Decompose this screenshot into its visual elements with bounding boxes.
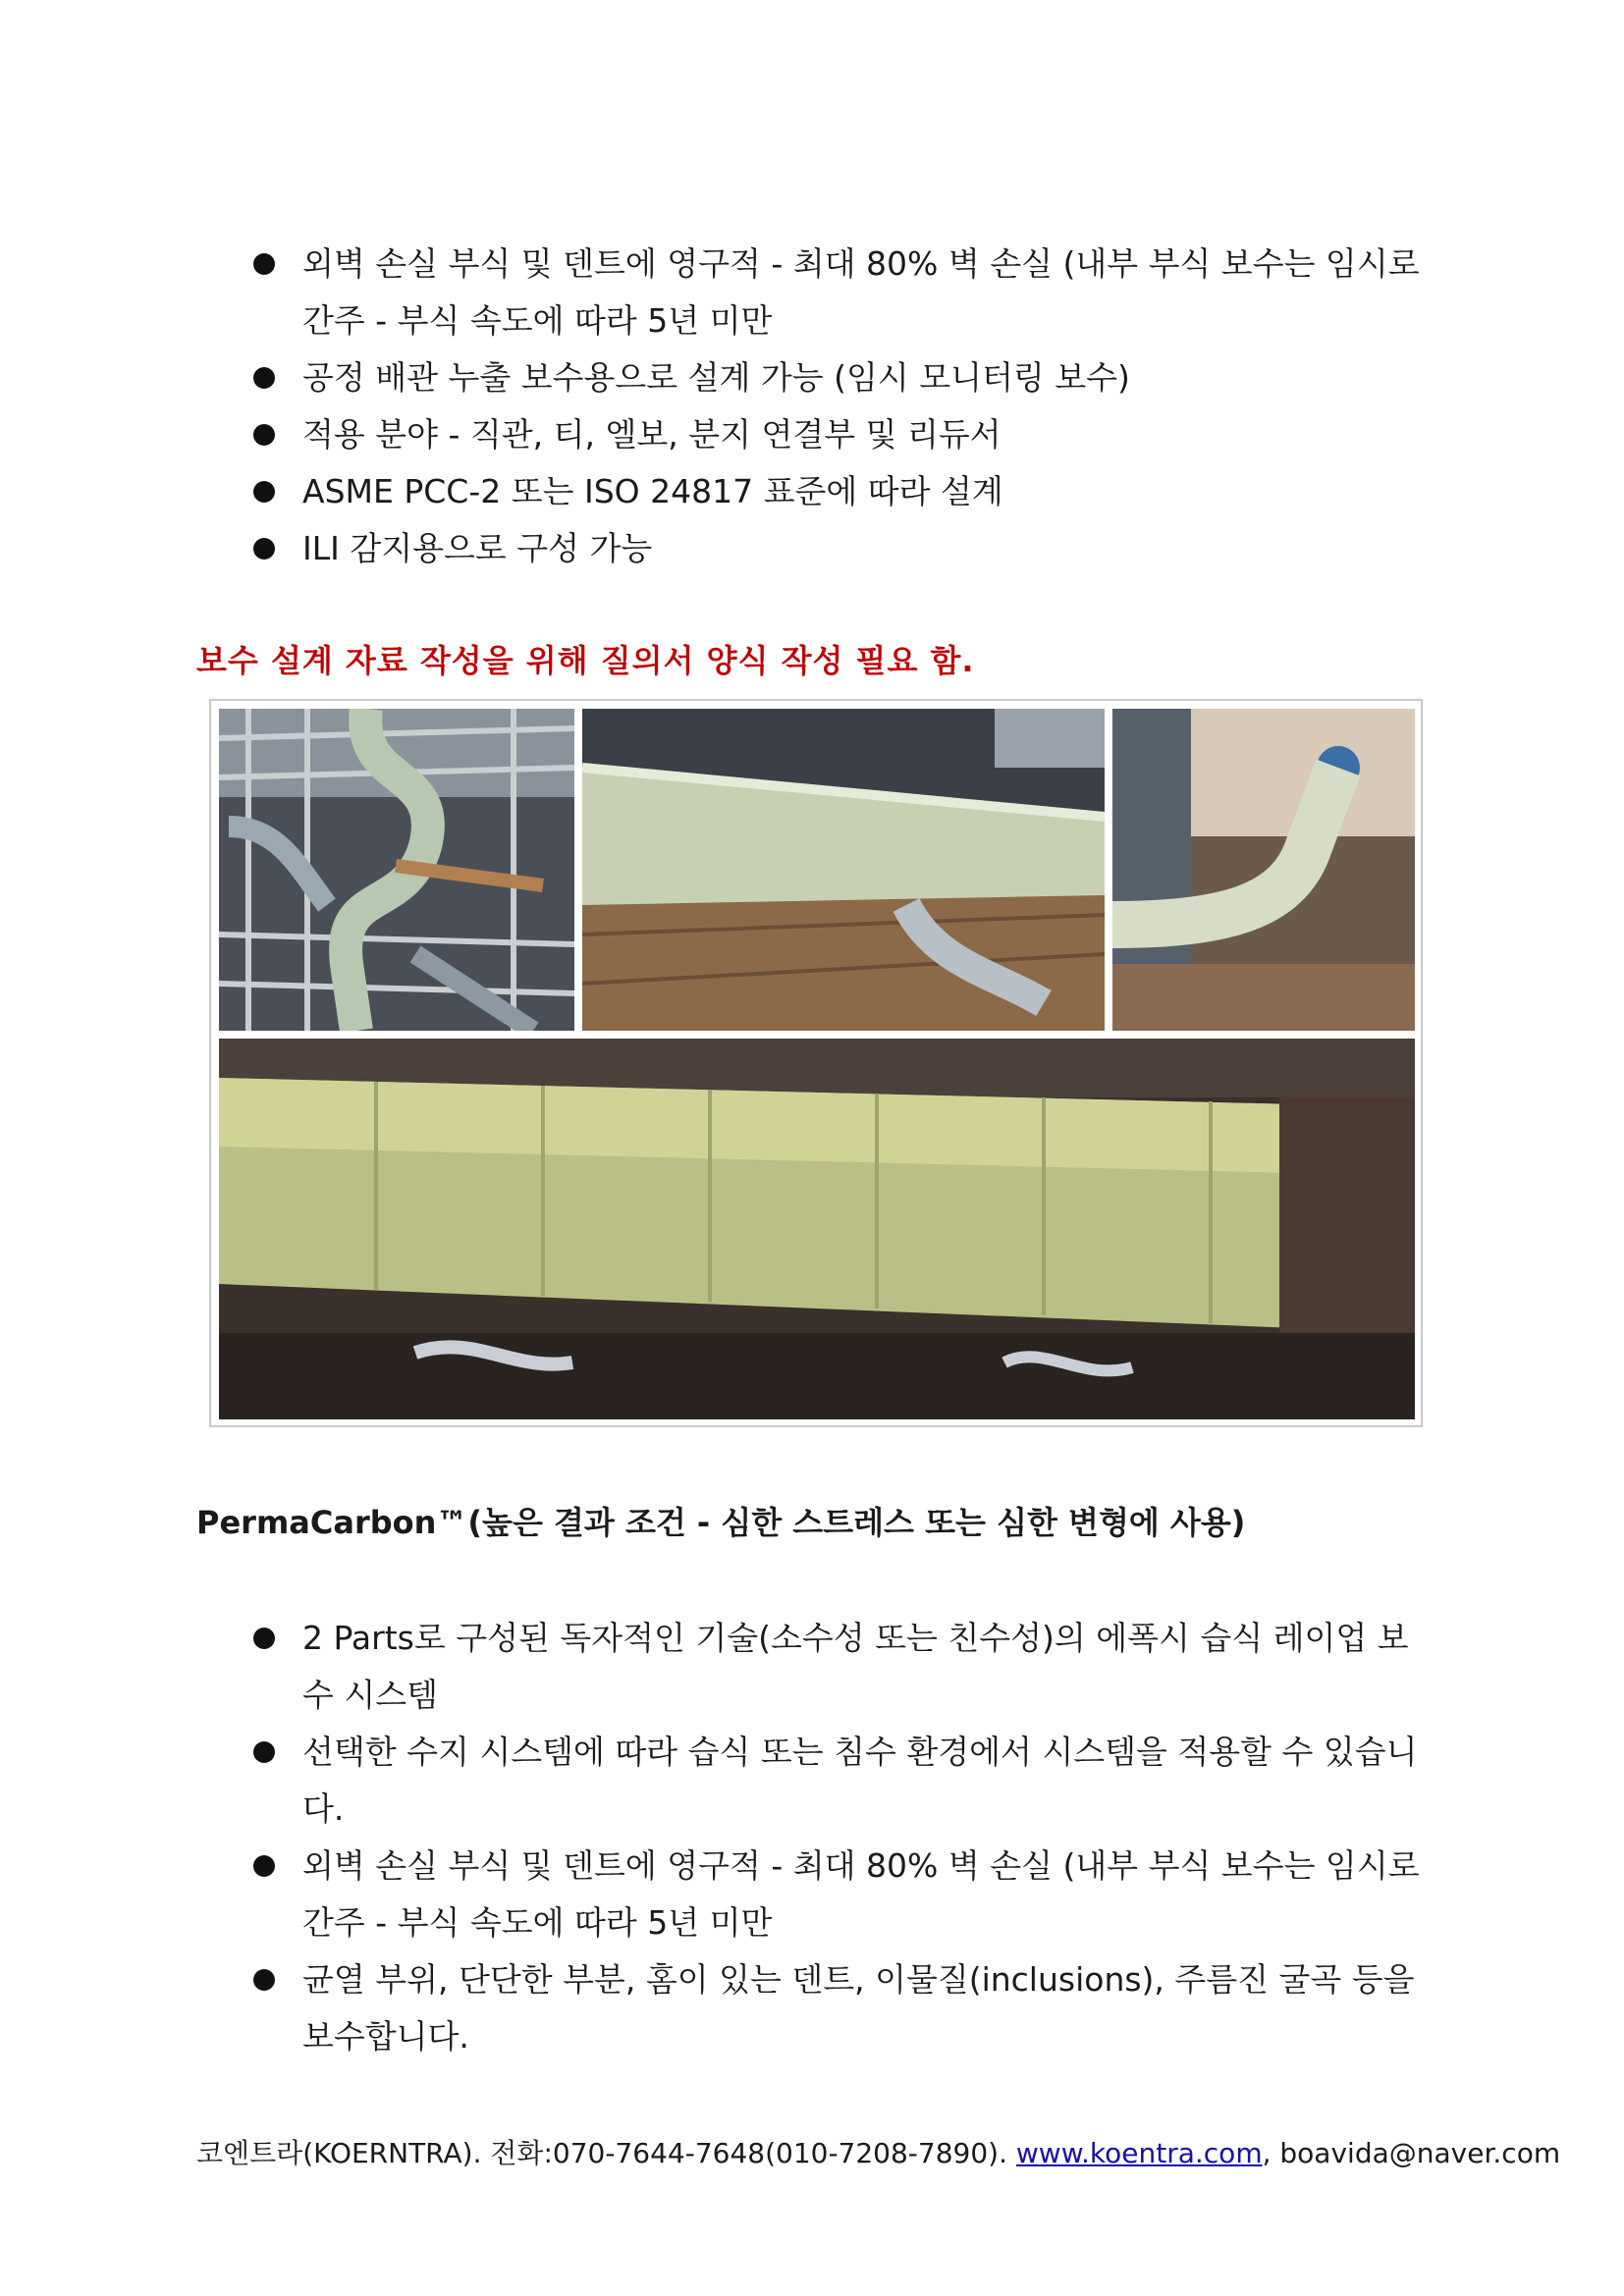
questionnaire-notice: 보수 설계 자료 작성을 위해 질의서 양식 작성 필요 함. xyxy=(196,642,975,679)
bullet-icon xyxy=(253,538,275,560)
footer-separator: , xyxy=(1262,2137,1280,2169)
bullet-icon xyxy=(253,1969,275,1991)
bullet-icon xyxy=(253,1855,275,1877)
bullet-icon xyxy=(253,253,275,275)
list-item: 외벽 손실 부식 및 덴트에 영구적 - 최대 80% 벽 손실 (내부 부식 보수는 임시로 간주 - 부식 속도에 따라 5년 미만 xyxy=(253,236,1432,349)
feature-list-2 xyxy=(253,1610,1432,2065)
feature-list-1 xyxy=(253,236,1432,577)
bullet-icon xyxy=(253,424,275,446)
repair-photo-collage xyxy=(209,699,1423,1427)
list-item: 공정 배관 누출 보수용으로 설계 가능 (임시 모니터링 보수) xyxy=(253,349,1432,406)
list-item: 외벽 손실 부식 및 덴트에 영구적 - 최대 80% 벽 손실 (내부 부식 보수는 임시로 간주 - 부식 속도에 따라 5년 미만 xyxy=(253,1838,1432,1951)
bullet-icon xyxy=(253,367,275,389)
website-link[interactable]: www.koentra.com xyxy=(1015,2137,1263,2169)
footer-email: boavida@naver.com xyxy=(1279,2137,1561,2169)
list-item: ILI 감지용으로 구성 가능 xyxy=(253,520,1432,577)
bullet-icon xyxy=(253,1741,275,1763)
list-item: 선택한 수지 시스템에 따라 습식 또는 침수 환경에서 시스템을 적용할 수 있습니다. xyxy=(253,1724,1432,1838)
list-item: ASME PCC-2 또는 ISO 24817 표준에 따라 설계 xyxy=(253,463,1432,520)
footer-company: 코엔트라(KOERNTRA). 전화:070-7644-7648(010-7208-7890). xyxy=(196,2137,1016,2169)
list-item: 균열 부위, 단단한 부분, 홈이 있는 덴트, 이물질(inclusions), 주름진 굴곡 등을 보수합니다. xyxy=(253,1951,1432,2065)
bullet-icon xyxy=(253,1628,275,1649)
permacarbon-heading: PermaCarbon™(높은 결과 조건 - 심한 스트레스 또는 심한 변형에 사용) xyxy=(196,1504,1246,1541)
bullet-icon xyxy=(253,481,275,503)
photo-wrapped-pipeline xyxy=(219,1039,1415,1419)
list-item: 2 Parts로 구성된 독자적인 기술(소수성 또는 친수성)의 에폭시 습식 레이업 보수 시스템 xyxy=(253,1610,1432,1724)
page-footer xyxy=(196,2132,1560,2171)
list-item: 적용 분야 - 직관, 티, 엘보, 분지 연결부 및 리듀서 xyxy=(253,406,1432,463)
photo-wrapped-straight-pipe xyxy=(582,709,1105,1031)
photo-wrapped-elbow-machinery xyxy=(1112,709,1415,1031)
photo-plant-elbow-pipes xyxy=(219,709,574,1031)
